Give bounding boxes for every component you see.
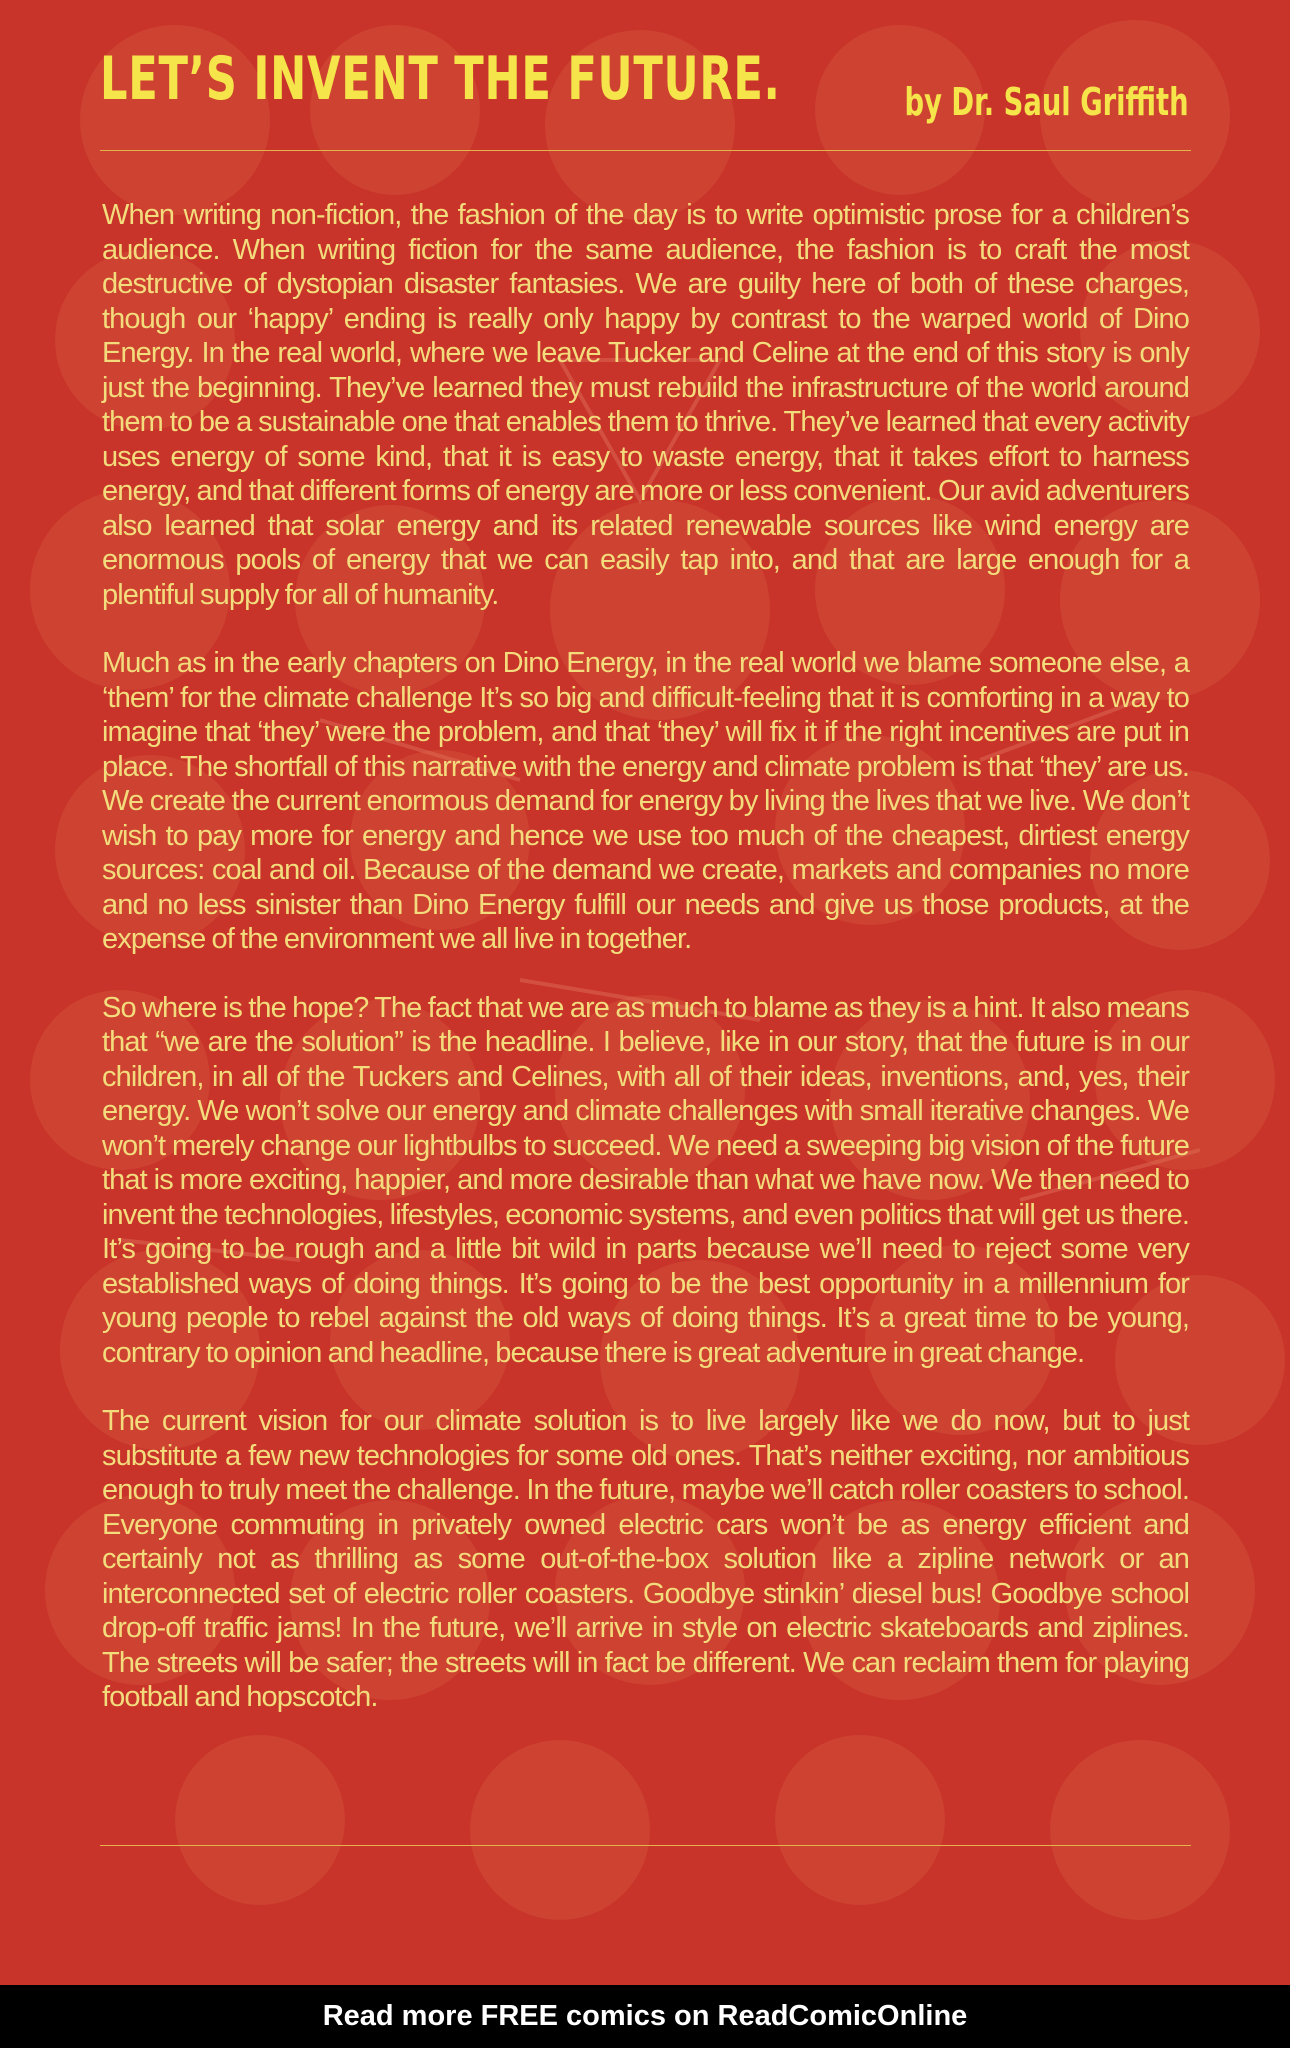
read-more-link[interactable]: Read more FREE comics on ReadComicOnline	[322, 2000, 968, 2032]
paragraph-2: Much as in the early chapters on Dino Energy, in the real world we blame someone else, a ‘them’ for the climate challenge It’s so big and difficult-feeling that it is comforting in a way to imagine that ‘they’ were the problem, and that ‘they’ will fix it if the right incentives are put in place. The shortfall of this narrative with the energy and climate problem is that ‘they’ are us. We create the current enormous demand for energy by living the lives that we live. We don’t wish to pay more for energy and hence we use too much of the cheapest, dirtiest energy sources: coal and oil. Because of the demand we create, markets and companies no more and no less sinister than Dino Energy fulfill our needs and give us those products, at the expense of the environment we all live in together.	[102, 647, 1189, 955]
top-divider	[100, 150, 1191, 151]
paragraph-4: The current vision for our climate solution is to live largely like we do now, but to just substitute a few new technologies for some old ones. That’s neither exciting, nor ambitious enough to truly meet the challenge. In the future, maybe we’ll catch roller coasters to school. Everyone commuting in privately owned electric cars won’t be as energy efficient and certainly not as thrilling as some out-of-the-box solution like a zipline network or an interconnected set of electric roller coasters. Goodbye stinkin’ diesel bus! Goodbye school drop-off traffic jams! In the future, we’ll arrive in style on electric skateboards and ziplines. The streets will be safer; the streets will in fact be different. We can reclaim them for playing football and hopscotch.	[102, 1405, 1189, 1713]
bottom-divider	[100, 1845, 1191, 1846]
paragraph-3: So where is the hope? The fact that we are as much to blame as they is a hint. It also means that “we are the solution” is the headline. I believe, like in our story, that the future is in our children, in all of the Tuckers and Celines, with all of their ideas, inventions, and, yes, their energy. We won’t solve our energy and climate challenges with small iterative changes. We won’t merely change our lightbulbs to succeed. We need a sweeping big vision of the future that is more exciting, happier, and more desirable than what we have now. We then need to invent the technologies, lifestyles, economic systems, and even politics that will get us there. It’s going to be rough and a little bit wild in parts because we’ll need to reject some very established ways of doing things. It’s going to be the best opportunity in a millennium for young people to rebel against the old ways of doing things. It’s a great time to be young, contrary to opinion and headline, because there is great adventure in great change.	[102, 991, 1189, 1369]
page-title: LET’S INVENT THE FUTURE.	[100, 44, 781, 114]
article-body	[102, 198, 1189, 1749]
paragraph-1: When writing non-fiction, the fashion of the day is to write optimistic prose for a children’s audience. When writing fiction for the same audience, the fashion is to craft the most destructive of dystopian disaster fantasies. We are guilty here of both of these charges, though our ‘happy’ ending is really only happy by contrast to the warped world of Dino Energy. In the real world, where we leave Tucker and Celine at the end of this story is only just the beginning. They’ve learned they must rebuild the infrastructure of the world around them to be a sustainable one that enables them to thrive. They’ve learned that every activity uses energy of some kind, that it is easy to waste energy, that it takes effort to harness energy, and that different forms of energy are more or less convenient. Our avid adventurers also learned that solar energy and its related renewable sources like wind energy are enormous pools of energy that we can easily tap into, and that are large enough for a plentiful supply for all of humanity.	[102, 199, 1189, 611]
author-byline: by Dr. Saul Griffith	[904, 80, 1189, 124]
footer-banner	[0, 1985, 1290, 2048]
